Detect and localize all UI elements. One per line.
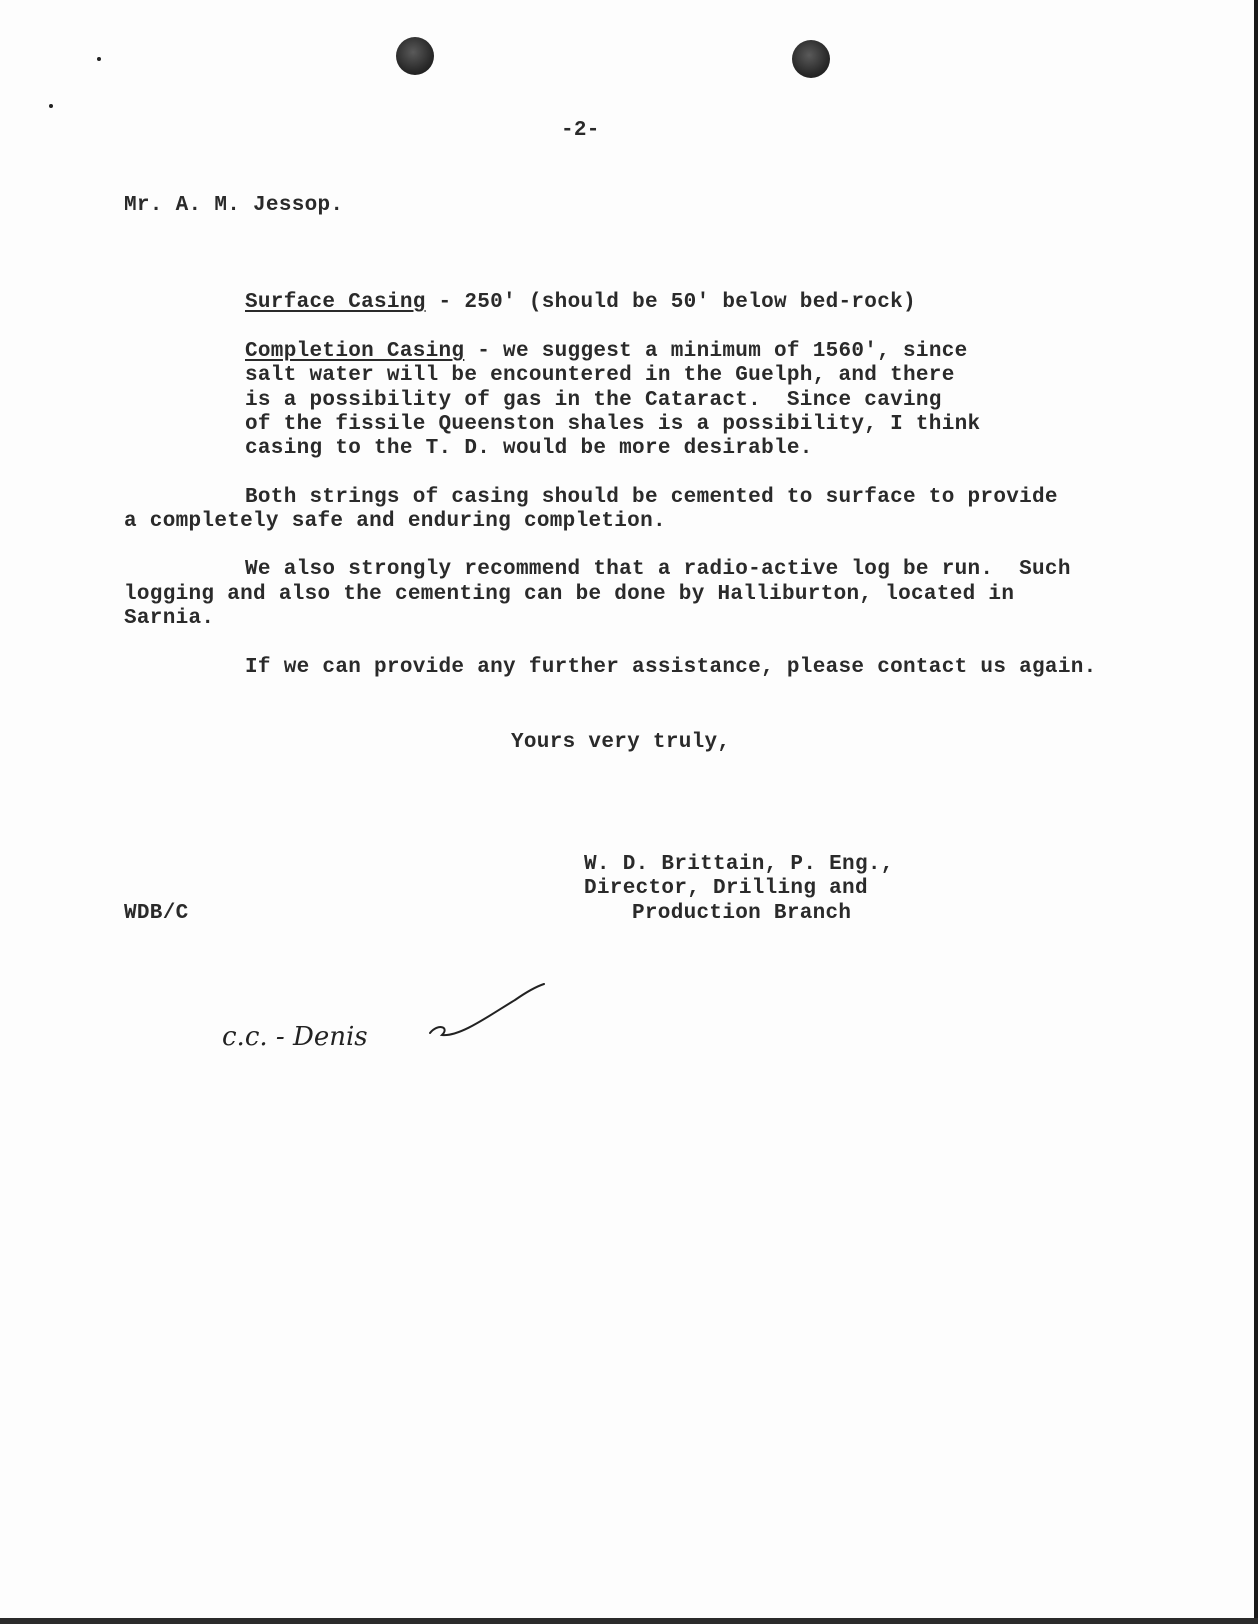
completion-casing-line-3: is a possibility of gas in the Cataract. Since caving — [245, 389, 942, 412]
signature-name: W. D. Brittain, P. Eng., — [584, 853, 894, 876]
completion-casing-line-5: casing to the T. D. would be more desirable. — [245, 437, 813, 460]
completion-casing-line-4: of the fissile Queenston shales is a possibility, I think — [245, 413, 981, 436]
cementing-line-2: a completely safe and enduring completion. — [124, 510, 666, 533]
surface-casing-text: - 250' (should be 50' below bed-rock) — [425, 291, 916, 314]
completion-casing-heading: Completion Casing — [245, 340, 465, 363]
punch-hole-left — [396, 37, 434, 75]
signature-title-2: Production Branch — [632, 902, 852, 925]
signature-title-1: Director, Drilling and — [584, 877, 868, 900]
page-number: -2- — [561, 119, 600, 142]
scan-speck — [49, 104, 53, 108]
scan-edge-right — [1254, 0, 1258, 1624]
surface-casing-heading: Surface Casing — [245, 291, 426, 314]
scan-edge-bottom — [0, 1618, 1258, 1624]
scan-speck — [97, 57, 101, 61]
surface-casing-paragraph — [245, 290, 916, 315]
completion-casing-line-2: salt water will be encountered in the Guelph, and there — [245, 364, 955, 387]
logging-line-1: We also strongly recommend that a radio-active log be run. Such — [245, 558, 1071, 581]
initials: WDB/C — [124, 902, 189, 925]
logging-line-2: logging and also the cementing can be done by Halliburton, located in — [124, 583, 1015, 606]
logging-line-3: Sarnia. — [124, 607, 215, 630]
completion-casing-line-1 — [245, 339, 968, 364]
cementing-line-1: Both strings of casing should be cemented to surface to provide — [245, 486, 1058, 509]
completion-casing-text: - we suggest a minimum of 1560', since — [464, 340, 968, 363]
cc-handwritten-note: c.c. - Denis — [222, 1022, 368, 1052]
handwritten-check-mark — [420, 975, 550, 1045]
further-assistance: If we can provide any further assistance, please contact us again. — [245, 656, 1097, 679]
addressee: Mr. A. M. Jessop. — [124, 194, 344, 217]
closing: Yours very truly, — [511, 731, 731, 754]
punch-hole-right — [792, 40, 830, 78]
